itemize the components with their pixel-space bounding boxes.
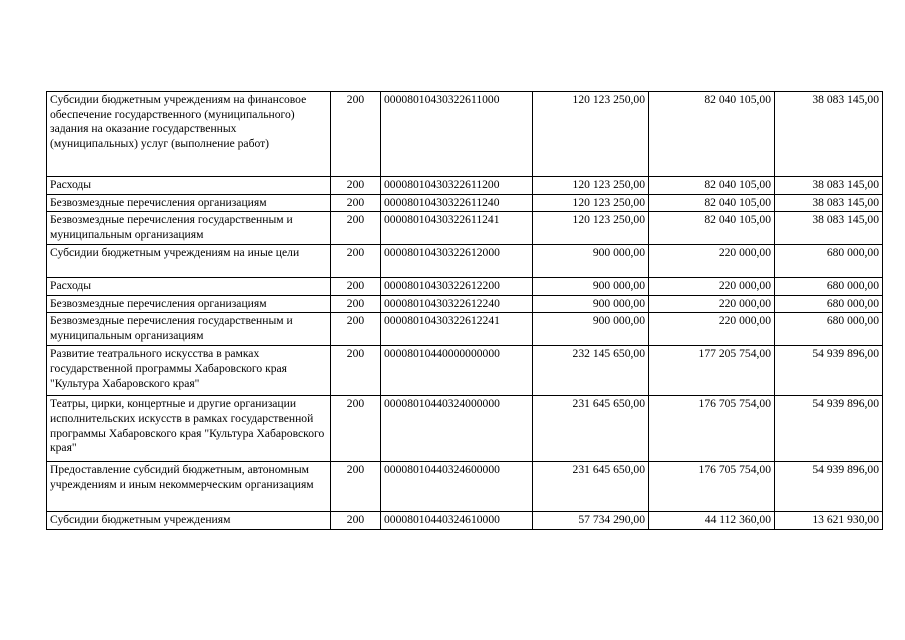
row-name-cell: Развитие театрального искусства в рамках государственной программы Хабаровского края "Культура Хабаровского края" — [47, 346, 331, 396]
unexecuted-amount-cell: 680 000,00 — [775, 313, 883, 346]
row-name-cell: Театры, цирки, концертные и другие организации исполнительских искусств в рамках государственной программы Хабаровского края "Культура Хабаровского края" — [47, 396, 331, 462]
line-code-cell: 200 — [331, 346, 381, 396]
budget-classification-code-cell: 00008010430322612240 — [381, 295, 533, 313]
approved-amount-cell: 900 000,00 — [533, 313, 649, 346]
table-row — [47, 245, 883, 278]
approved-amount-cell: 120 123 250,00 — [533, 212, 649, 245]
unexecuted-amount-cell: 38 083 145,00 — [775, 194, 883, 212]
row-name-cell: Субсидии бюджетным учреждениям — [47, 512, 331, 530]
unexecuted-amount-cell: 38 083 145,00 — [775, 92, 883, 177]
budget-classification-code-cell: 00008010430322611241 — [381, 212, 533, 245]
unexecuted-amount-cell: 38 083 145,00 — [775, 212, 883, 245]
table-row — [47, 346, 883, 396]
executed-amount-cell: 177 205 754,00 — [649, 346, 775, 396]
table-body — [47, 92, 883, 530]
budget-classification-code-cell: 00008010440324000000 — [381, 396, 533, 462]
table-row — [47, 313, 883, 346]
executed-amount-cell: 220 000,00 — [649, 245, 775, 278]
line-code-cell: 200 — [331, 313, 381, 346]
budget-classification-code-cell: 00008010430322612200 — [381, 278, 533, 296]
line-code-cell: 200 — [331, 295, 381, 313]
approved-amount-cell: 900 000,00 — [533, 245, 649, 278]
approved-amount-cell: 57 734 290,00 — [533, 512, 649, 530]
line-code-cell: 200 — [331, 462, 381, 512]
table-row — [47, 295, 883, 313]
budget-classification-code-cell: 00008010430322611240 — [381, 194, 533, 212]
table-row — [47, 212, 883, 245]
unexecuted-amount-cell: 680 000,00 — [775, 245, 883, 278]
unexecuted-amount-cell: 680 000,00 — [775, 278, 883, 296]
budget-classification-code-cell: 00008010440324610000 — [381, 512, 533, 530]
executed-amount-cell: 82 040 105,00 — [649, 177, 775, 195]
approved-amount-cell: 232 145 650,00 — [533, 346, 649, 396]
executed-amount-cell: 82 040 105,00 — [649, 92, 775, 177]
executed-amount-cell: 220 000,00 — [649, 278, 775, 296]
row-name-cell: Расходы — [47, 177, 331, 195]
line-code-cell: 200 — [331, 194, 381, 212]
executed-amount-cell: 82 040 105,00 — [649, 212, 775, 245]
budget-classification-code-cell: 00008010430322611000 — [381, 92, 533, 177]
approved-amount-cell: 231 645 650,00 — [533, 462, 649, 512]
row-name-cell: Безвозмездные перечисления государственным и муниципальным организациям — [47, 212, 331, 245]
unexecuted-amount-cell: 13 621 930,00 — [775, 512, 883, 530]
budget-classification-code-cell: 00008010430322612241 — [381, 313, 533, 346]
line-code-cell: 200 — [331, 396, 381, 462]
line-code-cell: 200 — [331, 512, 381, 530]
budget-classification-code-cell: 00008010430322611200 — [381, 177, 533, 195]
table-row — [47, 177, 883, 195]
approved-amount-cell: 120 123 250,00 — [533, 92, 649, 177]
unexecuted-amount-cell: 680 000,00 — [775, 295, 883, 313]
approved-amount-cell: 231 645 650,00 — [533, 396, 649, 462]
row-name-cell: Безвозмездные перечисления государственным и муниципальным организациям — [47, 313, 331, 346]
table-row — [47, 396, 883, 462]
budget-classification-code-cell: 00008010440324600000 — [381, 462, 533, 512]
line-code-cell: 200 — [331, 278, 381, 296]
row-name-cell: Безвозмездные перечисления организациям — [47, 194, 331, 212]
row-name-cell: Субсидии бюджетным учреждениям на финансовое обеспечение государственного (муниципального) задания на оказание государственных (муниципальных) услуг (выполнение работ) — [47, 92, 331, 177]
row-name-cell: Безвозмездные перечисления организациям — [47, 295, 331, 313]
executed-amount-cell: 220 000,00 — [649, 295, 775, 313]
row-name-cell: Субсидии бюджетным учреждениям на иные цели — [47, 245, 331, 278]
row-name-cell: Расходы — [47, 278, 331, 296]
line-code-cell: 200 — [331, 177, 381, 195]
approved-amount-cell: 900 000,00 — [533, 278, 649, 296]
table-row — [47, 512, 883, 530]
approved-amount-cell: 120 123 250,00 — [533, 194, 649, 212]
executed-amount-cell: 44 112 360,00 — [649, 512, 775, 530]
unexecuted-amount-cell: 54 939 896,00 — [775, 396, 883, 462]
line-code-cell: 200 — [331, 92, 381, 177]
table-row — [47, 194, 883, 212]
table-row — [47, 92, 883, 177]
table-row — [47, 278, 883, 296]
unexecuted-amount-cell: 54 939 896,00 — [775, 346, 883, 396]
executed-amount-cell: 176 705 754,00 — [649, 396, 775, 462]
budget-classification-code-cell: 00008010440000000000 — [381, 346, 533, 396]
executed-amount-cell: 176 705 754,00 — [649, 462, 775, 512]
approved-amount-cell: 900 000,00 — [533, 295, 649, 313]
budget-classification-code-cell: 00008010430322612000 — [381, 245, 533, 278]
row-name-cell: Предоставление субсидий бюджетным, автономным учреждениям и иным некоммерческим организациям — [47, 462, 331, 512]
line-code-cell: 200 — [331, 212, 381, 245]
unexecuted-amount-cell: 54 939 896,00 — [775, 462, 883, 512]
unexecuted-amount-cell: 38 083 145,00 — [775, 177, 883, 195]
approved-amount-cell: 120 123 250,00 — [533, 177, 649, 195]
table-row — [47, 462, 883, 512]
executed-amount-cell: 220 000,00 — [649, 313, 775, 346]
executed-amount-cell: 82 040 105,00 — [649, 194, 775, 212]
line-code-cell: 200 — [331, 245, 381, 278]
budget-execution-table — [46, 91, 883, 530]
